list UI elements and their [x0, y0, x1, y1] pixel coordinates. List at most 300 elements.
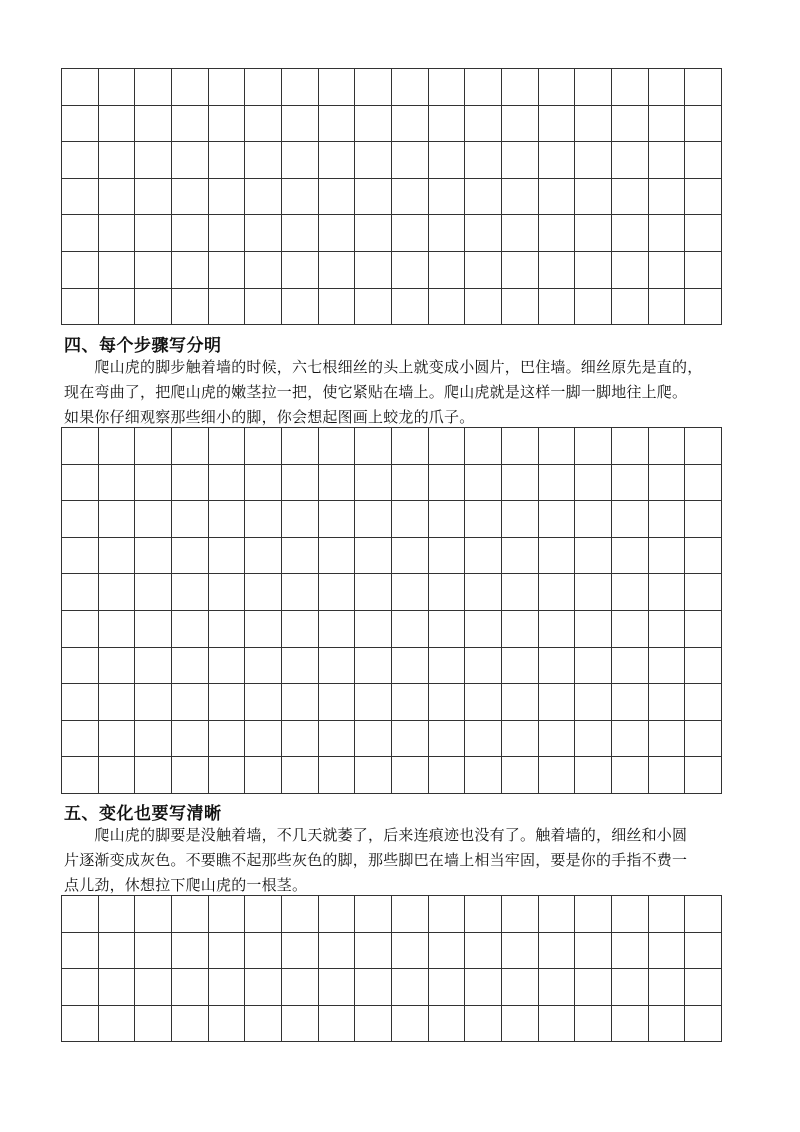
- grid-cell: [575, 69, 612, 106]
- grid-cell: [172, 465, 209, 502]
- grid-cell: [62, 538, 99, 575]
- grid-cell: [465, 215, 502, 252]
- grid-cell: [392, 538, 429, 575]
- grid-cell: [172, 501, 209, 538]
- grid-cell: [649, 142, 686, 179]
- grid-cell: [465, 933, 502, 970]
- grid-cell: [685, 252, 722, 289]
- grid-cell: [575, 611, 612, 648]
- grid-cell: [612, 1006, 649, 1043]
- grid-cell: [649, 69, 686, 106]
- grid-cell: [612, 721, 649, 758]
- grid-cell: [282, 142, 319, 179]
- grid-cell: [355, 428, 392, 465]
- grid-cell: [135, 896, 172, 933]
- grid-cell: [172, 757, 209, 794]
- grid-cell: [612, 106, 649, 143]
- grid-cell: [429, 69, 466, 106]
- grid-cell: [429, 574, 466, 611]
- grid-cell: [392, 896, 429, 933]
- grid-cell: [392, 684, 429, 721]
- grid-cell: [245, 1006, 282, 1043]
- grid-cell: [575, 574, 612, 611]
- grid-cell: [319, 465, 356, 502]
- grid-cell: [465, 538, 502, 575]
- grid-cell: [172, 252, 209, 289]
- grid-cell: [465, 501, 502, 538]
- grid-cell: [392, 106, 429, 143]
- grid-cell: [282, 179, 319, 216]
- grid-cell: [612, 574, 649, 611]
- grid-cell: [539, 69, 576, 106]
- grid-cell: [612, 538, 649, 575]
- grid-cell: [612, 757, 649, 794]
- grid-cell: [355, 69, 392, 106]
- grid-cell: [99, 933, 136, 970]
- grid-cell: [209, 465, 246, 502]
- grid-cell: [612, 465, 649, 502]
- grid-cell: [62, 69, 99, 106]
- grid-cell: [429, 289, 466, 326]
- grid-cell: [99, 428, 136, 465]
- grid-cell: [429, 428, 466, 465]
- grid-cell: [355, 684, 392, 721]
- grid-cell: [135, 757, 172, 794]
- grid-cell: [649, 179, 686, 216]
- grid-cell: [502, 611, 539, 648]
- grid-cell: [282, 721, 319, 758]
- grid-cell: [612, 215, 649, 252]
- grid-cell: [99, 648, 136, 685]
- grid-cell: [209, 574, 246, 611]
- grid-cell: [465, 721, 502, 758]
- grid-cell: [685, 684, 722, 721]
- grid-cell: [99, 215, 136, 252]
- grid-cell: [245, 215, 282, 252]
- grid-cell: [319, 215, 356, 252]
- grid-cell: [649, 538, 686, 575]
- grid-cell: [319, 501, 356, 538]
- grid-cell: [99, 142, 136, 179]
- grid-cell: [539, 574, 576, 611]
- grid-cell: [465, 179, 502, 216]
- grid-cell: [392, 969, 429, 1006]
- grid-cell: [62, 465, 99, 502]
- paragraph-line: 爬山虎的脚步触着墙的时候，六七根细丝的头上就变成小圆片，巴住墙。细丝原先是直的，: [64, 358, 703, 376]
- grid-cell: [649, 684, 686, 721]
- grid-cell: [355, 106, 392, 143]
- grid-cell: [539, 611, 576, 648]
- grid-cell: [465, 611, 502, 648]
- grid-cell: [539, 933, 576, 970]
- grid-cell: [502, 896, 539, 933]
- grid-cell: [539, 1006, 576, 1043]
- grid-cell: [62, 933, 99, 970]
- grid-cell: [355, 465, 392, 502]
- grid-cell: [685, 215, 722, 252]
- grid-cell: [319, 179, 356, 216]
- grid-cell: [575, 215, 612, 252]
- grid-cell: [245, 757, 282, 794]
- grid-cell: [649, 933, 686, 970]
- grid-cell: [172, 933, 209, 970]
- grid-cell: [685, 142, 722, 179]
- grid-cell: [319, 1006, 356, 1043]
- grid-cell: [502, 1006, 539, 1043]
- grid-cell: [355, 142, 392, 179]
- grid-cell: [172, 969, 209, 1006]
- grid-cell: [99, 106, 136, 143]
- grid-cell: [209, 106, 246, 143]
- grid-cell: [135, 969, 172, 1006]
- grid-cell: [392, 252, 429, 289]
- grid-cell: [355, 969, 392, 1006]
- grid-cell: [465, 1006, 502, 1043]
- grid-cell: [172, 179, 209, 216]
- grid-cell: [429, 757, 466, 794]
- grid-cell: [355, 574, 392, 611]
- grid-cell: [62, 142, 99, 179]
- grid-cell: [355, 501, 392, 538]
- grid-cell: [502, 501, 539, 538]
- grid-cell: [62, 574, 99, 611]
- grid-cell: [429, 648, 466, 685]
- grid-cell: [99, 538, 136, 575]
- grid-cell: [539, 289, 576, 326]
- grid-cell: [245, 684, 282, 721]
- grid-cell: [355, 648, 392, 685]
- grid-cell: [209, 1006, 246, 1043]
- grid-cell: [209, 289, 246, 326]
- grid-cell: [612, 896, 649, 933]
- grid-cell: [209, 933, 246, 970]
- grid-cell: [135, 1006, 172, 1043]
- grid-cell: [319, 933, 356, 970]
- writing-grid-section4: [61, 427, 722, 794]
- grid-cell: [539, 684, 576, 721]
- grid-cell: [245, 69, 282, 106]
- grid-cell: [465, 106, 502, 143]
- grid-cell: [135, 215, 172, 252]
- grid-cell: [62, 501, 99, 538]
- grid-cell: [612, 252, 649, 289]
- grid-cell: [62, 721, 99, 758]
- grid-cell: [319, 721, 356, 758]
- grid-cell: [392, 179, 429, 216]
- grid-cell: [355, 721, 392, 758]
- grid-cell: [429, 501, 466, 538]
- grid-cell: [99, 252, 136, 289]
- grid-cell: [502, 574, 539, 611]
- grid-cell: [612, 611, 649, 648]
- grid-cell: [575, 289, 612, 326]
- grid-cell: [135, 106, 172, 143]
- grid-cell: [685, 501, 722, 538]
- grid-cell: [612, 684, 649, 721]
- grid-cell: [355, 179, 392, 216]
- grid-cell: [62, 215, 99, 252]
- grid-cell: [539, 142, 576, 179]
- grid-cell: [99, 574, 136, 611]
- grid-cell: [465, 428, 502, 465]
- grid-cell: [62, 684, 99, 721]
- grid-cell: [649, 428, 686, 465]
- grid-cell: [392, 757, 429, 794]
- grid-cell: [62, 648, 99, 685]
- grid-cell: [135, 428, 172, 465]
- paragraph-line: 爬山虎的脚要是没触着墙，不几天就萎了，后来连痕迹也没有了。触着墙的，细丝和小圆: [64, 826, 688, 844]
- grid-cell: [612, 289, 649, 326]
- grid-cell: [282, 69, 319, 106]
- grid-cell: [62, 1006, 99, 1043]
- grid-cell: [685, 648, 722, 685]
- grid-cell: [649, 896, 686, 933]
- grid-cell: [429, 179, 466, 216]
- grid-cell: [575, 465, 612, 502]
- grid-cell: [282, 611, 319, 648]
- grid-cell: [245, 501, 282, 538]
- section4-paragraph: [64, 355, 744, 430]
- grid-cell: [465, 757, 502, 794]
- grid-cell: [282, 252, 319, 289]
- grid-cell: [392, 501, 429, 538]
- grid-cell: [282, 684, 319, 721]
- grid-cell: [502, 428, 539, 465]
- grid-cell: [172, 428, 209, 465]
- grid-cell: [282, 757, 319, 794]
- grid-cell: [172, 896, 209, 933]
- grid-cell: [429, 969, 466, 1006]
- grid-cell: [465, 648, 502, 685]
- grid-cell: [172, 1006, 209, 1043]
- grid-cell: [502, 684, 539, 721]
- grid-cell: [612, 933, 649, 970]
- grid-cell: [465, 465, 502, 502]
- grid-cell: [209, 179, 246, 216]
- grid-cell: [575, 721, 612, 758]
- grid-cell: [575, 538, 612, 575]
- grid-cell: [319, 142, 356, 179]
- grid-cell: [319, 969, 356, 1006]
- grid-cell: [209, 501, 246, 538]
- grid-cell: [685, 757, 722, 794]
- grid-cell: [209, 428, 246, 465]
- grid-cell: [62, 252, 99, 289]
- grid-cell: [685, 1006, 722, 1043]
- grid-cell: [355, 896, 392, 933]
- grid-cell: [392, 574, 429, 611]
- grid-cell: [502, 289, 539, 326]
- grid-cell: [539, 501, 576, 538]
- grid-cell: [612, 428, 649, 465]
- grid-cell: [99, 69, 136, 106]
- grid-cell: [135, 179, 172, 216]
- grid-cell: [319, 648, 356, 685]
- grid-cell: [62, 757, 99, 794]
- grid-cell: [392, 465, 429, 502]
- grid-cell: [355, 289, 392, 326]
- grid-cell: [209, 252, 246, 289]
- grid-cell: [282, 933, 319, 970]
- grid-cell: [685, 428, 722, 465]
- grid-cell: [502, 142, 539, 179]
- grid-cell: [209, 538, 246, 575]
- grid-cell: [245, 896, 282, 933]
- grid-cell: [429, 106, 466, 143]
- grid-cell: [649, 969, 686, 1006]
- grid-cell: [355, 1006, 392, 1043]
- grid-cell: [62, 179, 99, 216]
- grid-cell: [429, 721, 466, 758]
- grid-cell: [62, 289, 99, 326]
- grid-cell: [649, 289, 686, 326]
- grid-cell: [429, 465, 466, 502]
- grid-cell: [575, 106, 612, 143]
- grid-cell: [539, 721, 576, 758]
- grid-cell: [612, 69, 649, 106]
- grid-cell: [172, 106, 209, 143]
- grid-cell: [282, 1006, 319, 1043]
- grid-cell: [539, 106, 576, 143]
- grid-cell: [282, 648, 319, 685]
- grid-cell: [685, 574, 722, 611]
- grid-cell: [282, 896, 319, 933]
- grid-cell: [575, 969, 612, 1006]
- grid-cell: [355, 757, 392, 794]
- grid-cell: [685, 933, 722, 970]
- grid-cell: [502, 721, 539, 758]
- grid-cell: [429, 933, 466, 970]
- grid-cell: [429, 611, 466, 648]
- grid-cell: [465, 252, 502, 289]
- grid-cell: [685, 721, 722, 758]
- grid-cell: [135, 501, 172, 538]
- grid-cell: [172, 69, 209, 106]
- grid-cell: [502, 538, 539, 575]
- grid-cell: [392, 1006, 429, 1043]
- grid-cell: [685, 179, 722, 216]
- grid-cell: [355, 252, 392, 289]
- grid-cell: [649, 574, 686, 611]
- grid-cell: [465, 969, 502, 1006]
- grid-cell: [649, 611, 686, 648]
- grid-cell: [172, 648, 209, 685]
- grid-cell: [392, 69, 429, 106]
- grid-cell: [245, 538, 282, 575]
- grid-cell: [502, 969, 539, 1006]
- grid-cell: [575, 684, 612, 721]
- writing-grid-top: [61, 68, 722, 325]
- grid-cell: [355, 538, 392, 575]
- grid-cell: [355, 215, 392, 252]
- grid-cell: [319, 252, 356, 289]
- grid-cell: [575, 428, 612, 465]
- grid-cell: [282, 106, 319, 143]
- grid-cell: [539, 648, 576, 685]
- grid-cell: [575, 648, 612, 685]
- grid-cell: [135, 933, 172, 970]
- grid-cell: [172, 215, 209, 252]
- grid-cell: [649, 252, 686, 289]
- grid-cell: [172, 611, 209, 648]
- grid-cell: [135, 648, 172, 685]
- grid-cell: [99, 757, 136, 794]
- grid-cell: [502, 179, 539, 216]
- grid-cell: [502, 757, 539, 794]
- grid-cell: [209, 142, 246, 179]
- grid-cell: [245, 179, 282, 216]
- grid-cell: [685, 969, 722, 1006]
- grid-cell: [99, 969, 136, 1006]
- grid-cell: [685, 106, 722, 143]
- grid-cell: [575, 252, 612, 289]
- grid-cell: [612, 501, 649, 538]
- grid-cell: [649, 648, 686, 685]
- grid-cell: [685, 465, 722, 502]
- grid-cell: [429, 896, 466, 933]
- grid-cell: [245, 106, 282, 143]
- grid-cell: [539, 252, 576, 289]
- grid-cell: [135, 721, 172, 758]
- grid-cell: [245, 933, 282, 970]
- grid-cell: [209, 684, 246, 721]
- grid-cell: [539, 896, 576, 933]
- paragraph-line: 现在弯曲了，把爬山虎的嫩茎拉一把，使它紧贴在墙上。爬山虎就是这样一脚一脚地往上爬。: [64, 383, 688, 401]
- grid-cell: [575, 179, 612, 216]
- grid-cell: [649, 106, 686, 143]
- grid-cell: [429, 684, 466, 721]
- grid-cell: [319, 684, 356, 721]
- grid-cell: [429, 215, 466, 252]
- grid-cell: [209, 896, 246, 933]
- grid-cell: [502, 106, 539, 143]
- paragraph-line: 如果你仔细观察那些细小的脚，你会想起图画上蛟龙的爪子。: [64, 408, 475, 426]
- grid-cell: [649, 465, 686, 502]
- grid-cell: [99, 1006, 136, 1043]
- writing-grid-section5: [61, 895, 722, 1042]
- paragraph-line: 点儿劲，休想拉下爬山虎的一根茎。: [64, 876, 308, 894]
- grid-cell: [135, 142, 172, 179]
- grid-cell: [209, 757, 246, 794]
- grid-cell: [502, 69, 539, 106]
- grid-cell: [429, 142, 466, 179]
- grid-cell: [319, 611, 356, 648]
- grid-cell: [172, 142, 209, 179]
- grid-cell: [575, 896, 612, 933]
- grid-cell: [282, 428, 319, 465]
- grid-cell: [539, 215, 576, 252]
- grid-cell: [99, 896, 136, 933]
- grid-cell: [685, 69, 722, 106]
- grid-cell: [282, 538, 319, 575]
- grid-cell: [99, 611, 136, 648]
- grid-cell: [135, 574, 172, 611]
- grid-cell: [62, 611, 99, 648]
- grid-cell: [539, 179, 576, 216]
- grid-cell: [429, 252, 466, 289]
- grid-cell: [392, 142, 429, 179]
- grid-cell: [649, 757, 686, 794]
- grid-cell: [209, 215, 246, 252]
- grid-cell: [245, 721, 282, 758]
- grid-cell: [135, 684, 172, 721]
- grid-cell: [245, 574, 282, 611]
- grid-cell: [539, 428, 576, 465]
- grid-cell: [209, 69, 246, 106]
- grid-cell: [245, 465, 282, 502]
- grid-cell: [245, 969, 282, 1006]
- grid-cell: [99, 721, 136, 758]
